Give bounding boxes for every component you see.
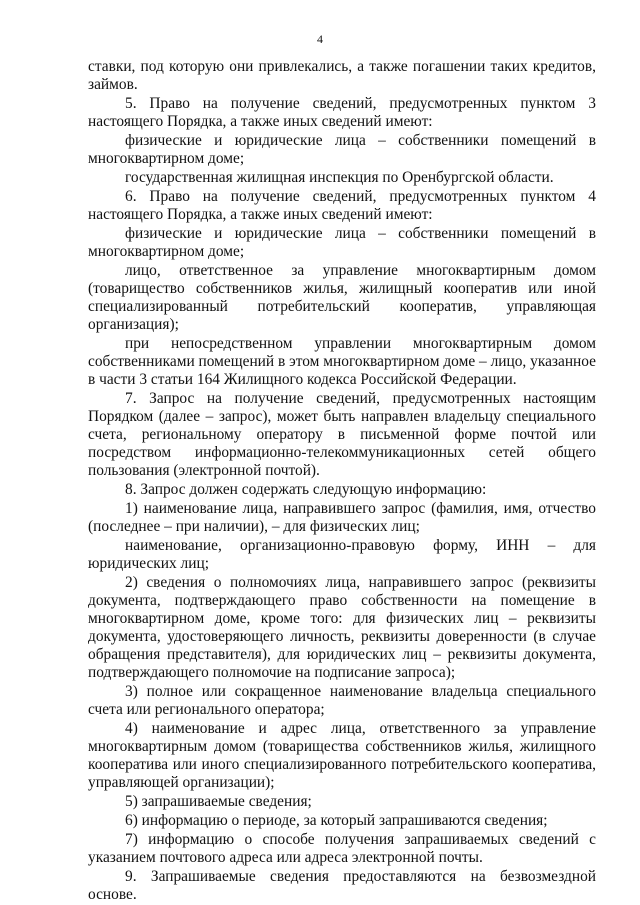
paragraph-direct-management: при непосредственном управлении многоквартирным домом собственниками помещений в этом многоквартирном доме – лицо, указанное в части 3 статьи 164 Жилищного кодекса Российской Федерации. [88, 335, 596, 389]
paragraph-inspection: государственная жилищная инспекция по Оренбургской области. [125, 169, 554, 187]
paragraph-subitem-2: 2) сведения о полномочиях лица, направившего запрос (реквизиты документа, подтверждающего право собственности на помещение в многоквартирном доме, кроме того: для физических лиц – реквизиты документа, удостоверяющего личность, реквизиты доверенности (в случае обращения представителя), для юридических лиц – реквизиты документа, подтверждающего полномочие на подписание запроса); [88, 574, 596, 681]
paragraph-item-6: 6. Право на получение сведений, предусмотренных пунктом 4 настоящего Порядка, а также иных сведений имеют: [88, 188, 596, 224]
paragraph-managing-entity: лицо, ответственное за управление многоквартирным домом (товарищество собственников жилья, жилищный кооператив или иной специализированный потребительский кооператив, управляющая организация); [88, 262, 596, 334]
paragraph-subitem-4: 4) наименование и адрес лица, ответственного за управление многоквартирным домом (товарищества собственников жилья, жилищного кооператива или иного специализированного потребительского кооператива, управляющей организации); [88, 720, 596, 791]
page-number: 4 [317, 32, 323, 46]
paragraph-subitem-3: 3) полное или сокращенное наименование владельца специального счета или регионального оператора; [88, 683, 596, 718]
paragraph-continuation: ставки, под которую они привлекались, а также погашении таких кредитов, займов. [88, 58, 596, 93]
paragraph-subitem-7: 7) информацию о способе получения запрашиваемых сведений с указанием почтового адреса или адреса электронной почты. [88, 831, 596, 867]
paragraph-item-5: 5. Право на получение сведений, предусмотренных пунктом 3 настоящего Порядка, а также иных сведений имеют: [88, 95, 596, 130]
paragraph-subitem-1: 1) наименование лица, направившего запрос (фамилия, имя, отчество (последнее – при наличии), – для физических лиц; [88, 500, 596, 536]
paragraph-owners: физические и юридические лица – собственники помещений в многоквартирном доме; [88, 132, 596, 168]
paragraph-item-7: 7. Запрос на получение сведений, предусмотренных настоящим Порядком (далее – запрос), может быть направлен владельцу специального счета, региональному оператору в письменной форме почтой или посредством информационно-телекоммуникационных сетей общего пользования (электронной почтой). [88, 390, 596, 479]
paragraph-subitem-6: 6) информацию о периоде, за который запрашиваются сведения; [125, 812, 548, 830]
paragraph-item-9: 9. Запрашиваемые сведения предоставляются на безвозмездной основе. [88, 868, 596, 904]
paragraph-subitem-5: 5) запрашиваемые сведения; [125, 793, 312, 810]
paragraph-subitem-1-legal: наименование, организационно-правовую форму, ИНН – для юридических лиц; [88, 537, 596, 573]
document-body [88, 58, 596, 905]
paragraph-owners-2: физические и юридические лица – собственники помещений в многоквартирном доме; [88, 225, 596, 261]
paragraph-item-8: 8. Запрос должен содержать следующую информацию: [125, 481, 487, 499]
